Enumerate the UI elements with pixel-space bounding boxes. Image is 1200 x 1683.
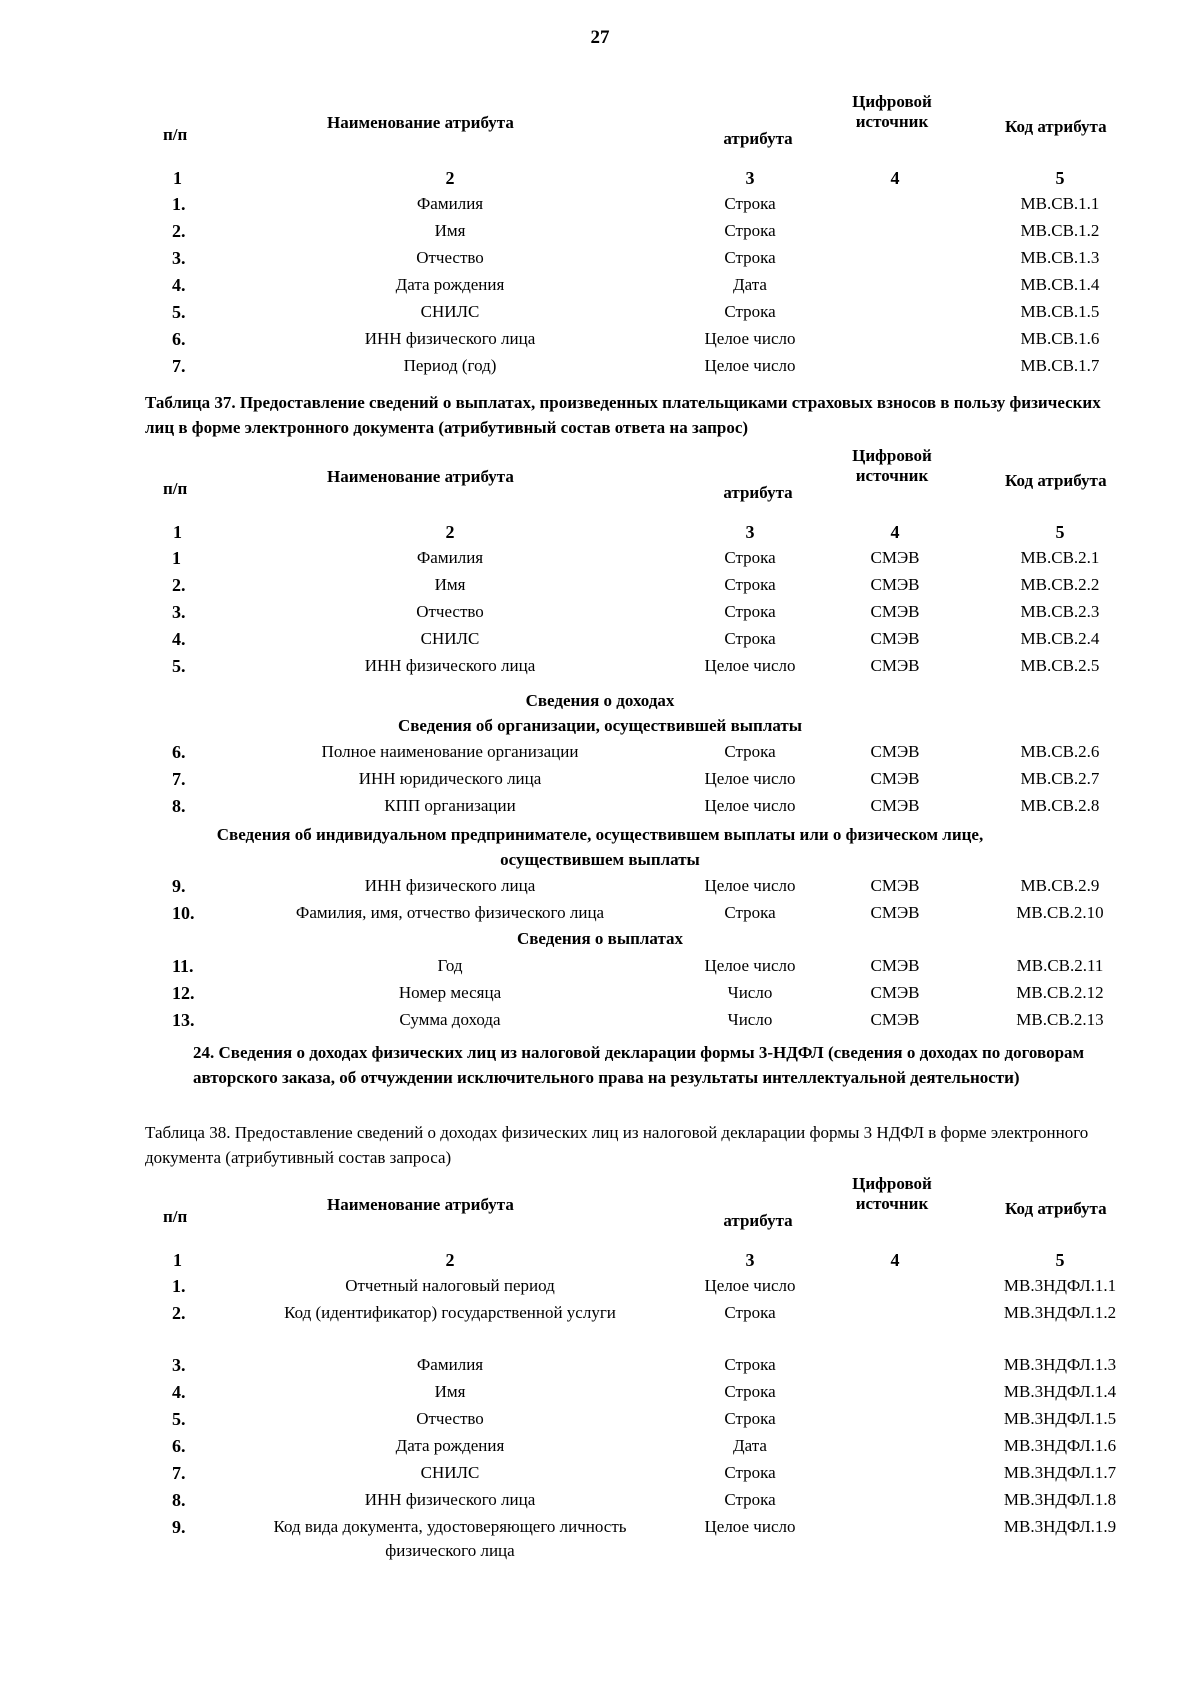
attribute-code: МВ.СВ.2.3 xyxy=(1020,602,1100,621)
table-row xyxy=(0,600,1200,627)
attribute-code: МВ.СВ.1.1 xyxy=(1020,194,1100,213)
digital-source: СМЭВ xyxy=(870,548,920,567)
attribute-name: Сумма дохода xyxy=(399,1010,501,1029)
row-number: 5. xyxy=(172,1409,186,1429)
attribute-name: Отчество xyxy=(416,1409,484,1428)
col-num-1: 1 xyxy=(173,522,182,542)
section-entrepreneur-line2: осуществившем выплаты xyxy=(500,850,700,869)
attribute-type: Строка xyxy=(724,1303,776,1322)
table-row xyxy=(0,874,1200,901)
table-37-caption: Таблица 37. Предоставление сведений о выплатах, произведенных плательщиками страховых взносов в пользу физических лиц в форме электронного документа (атрибутивный состав ответа на запрос) xyxy=(145,393,1101,437)
attribute-code: МВ.СВ.1.2 xyxy=(1020,221,1100,240)
row-number: 7. xyxy=(172,769,186,789)
header-code: Код атрибута xyxy=(1005,471,1107,490)
digital-source: СМЭВ xyxy=(870,769,920,788)
header-code: Код атрибута xyxy=(1005,117,1107,136)
header-source: Цифровой источник xyxy=(852,446,932,485)
attribute-name: Отчество xyxy=(416,602,484,621)
table-row xyxy=(0,1407,1200,1434)
item-24-heading: 24. Сведения о доходах физических лиц из налоговой декларации формы 3-НДФЛ (сведения о доходах по договорам авторского заказа, об отчуждении исключительного права на результаты интеллектуальной деятельности) xyxy=(193,1043,1085,1087)
attribute-name: Код (идентификатор) государственной услуги xyxy=(284,1303,616,1322)
attribute-name: Код вида документа, удостоверяющего личность физического лица xyxy=(273,1517,627,1560)
header-type: атрибута xyxy=(723,483,793,502)
digital-source: СМЭВ xyxy=(870,876,920,895)
digital-source: СМЭВ xyxy=(870,656,920,675)
row-number: 9. xyxy=(172,876,186,896)
row-number: 6. xyxy=(172,329,186,349)
col-num-5: 5 xyxy=(1055,522,1065,542)
attribute-name: Отчетный налоговый период xyxy=(345,1276,555,1295)
attribute-code: МВ.3НДФЛ.1.8 xyxy=(1003,1490,1117,1509)
attribute-name: Номер месяца xyxy=(398,983,502,1002)
attribute-code: МВ.СВ.1.5 xyxy=(1020,302,1100,321)
attribute-type: Строка xyxy=(724,1490,776,1509)
attribute-type: Дата xyxy=(733,275,767,294)
digital-source: СМЭВ xyxy=(870,1010,920,1029)
section-entrepreneur xyxy=(0,822,1200,872)
attribute-name: ИНН физического лица xyxy=(364,876,536,895)
col-num-3: 3 xyxy=(745,168,755,188)
attribute-code: МВ.3НДФЛ.1.6 xyxy=(1003,1436,1117,1455)
attribute-type: Число xyxy=(727,983,773,1002)
col-num-1: 1 xyxy=(173,1250,182,1270)
attribute-name: ИНН юридического лица xyxy=(358,769,542,788)
attribute-type: Целое число xyxy=(704,1517,796,1536)
header-source: Цифровой источник xyxy=(852,92,932,131)
table-row xyxy=(0,327,1200,354)
col-num-5: 5 xyxy=(1055,168,1065,188)
row-number: 6. xyxy=(172,742,186,762)
row-number: 1. xyxy=(172,194,186,214)
row-number: 12. xyxy=(172,983,195,1003)
table-row xyxy=(0,1274,1200,1301)
header-code: Код атрибута xyxy=(1005,1199,1107,1218)
col-num-2: 2 xyxy=(445,1250,455,1270)
table-row xyxy=(0,1461,1200,1488)
attribute-code: МВ.СВ.2.10 xyxy=(1016,903,1104,922)
attribute-code: МВ.СВ.2.4 xyxy=(1020,629,1100,648)
row-number: 13. xyxy=(172,1010,195,1030)
table-row xyxy=(0,1380,1200,1407)
header-source: Цифровой источник xyxy=(852,1174,932,1213)
header-type: атрибута xyxy=(723,1211,793,1230)
table-row xyxy=(0,901,1200,928)
attribute-code: МВ.СВ.2.2 xyxy=(1020,575,1100,594)
attribute-code: МВ.3НДФЛ.1.4 xyxy=(1003,1382,1117,1401)
digital-source: СМЭВ xyxy=(870,956,920,975)
attribute-name: Имя xyxy=(434,1382,466,1401)
attribute-name: СНИЛС xyxy=(420,302,480,321)
attribute-name: Год xyxy=(437,956,463,975)
row-number: 3. xyxy=(172,602,186,622)
table-row xyxy=(0,1353,1200,1380)
attribute-name: Период (год) xyxy=(403,356,497,375)
attribute-name: КПП организации xyxy=(384,796,516,815)
digital-source: СМЭВ xyxy=(870,629,920,648)
digital-source: СМЭВ xyxy=(870,602,920,621)
attribute-name: ИНН физического лица xyxy=(364,329,536,348)
digital-source: СМЭВ xyxy=(870,903,920,922)
row-number: 4. xyxy=(172,275,186,295)
row-number: 7. xyxy=(172,356,186,376)
attribute-name: Фамилия, имя, отчество физического лица xyxy=(295,903,605,922)
digital-source: СМЭВ xyxy=(870,796,920,815)
col-num-3: 3 xyxy=(745,522,755,542)
row-number: 2. xyxy=(172,221,186,241)
attribute-name: Фамилия xyxy=(416,548,484,567)
attribute-code: МВ.3НДФЛ.1.2 xyxy=(1003,1303,1117,1322)
attribute-name: Фамилия xyxy=(416,1355,484,1374)
attribute-type: Строка xyxy=(724,903,776,922)
attribute-code: МВ.СВ.2.13 xyxy=(1016,1010,1104,1029)
row-number: 8. xyxy=(172,796,186,816)
attribute-name: СНИЛС xyxy=(420,629,480,648)
attribute-code: МВ.СВ.2.5 xyxy=(1020,656,1100,675)
row-number: 9. xyxy=(172,1517,186,1537)
col-num-4: 4 xyxy=(890,1250,900,1270)
table-row xyxy=(0,573,1200,600)
attribute-name: СНИЛС xyxy=(420,1463,480,1482)
row-number: 10. xyxy=(172,903,195,923)
row-number: 8. xyxy=(172,1490,186,1510)
header-type: атрибута xyxy=(723,129,793,148)
table-row xyxy=(0,1008,1200,1035)
table-row xyxy=(0,273,1200,300)
attribute-name: Имя xyxy=(434,221,466,240)
attribute-code: МВ.СВ.2.6 xyxy=(1020,742,1100,761)
row-number: 6. xyxy=(172,1436,186,1456)
attribute-type: Целое число xyxy=(704,769,796,788)
page-number: 27 xyxy=(590,27,610,48)
attribute-name: Дата рождения xyxy=(395,1436,505,1455)
section-organization: Сведения об организации, осуществившей выплаты xyxy=(397,716,803,735)
table-row xyxy=(0,794,1200,821)
attribute-type: Строка xyxy=(724,1355,776,1374)
attribute-code: МВ.СВ.1.3 xyxy=(1020,248,1100,267)
attribute-type: Целое число xyxy=(704,1276,796,1295)
table-row xyxy=(0,1434,1200,1461)
table-row xyxy=(0,1488,1200,1515)
row-number: 5. xyxy=(172,302,186,322)
row-number: 4. xyxy=(172,629,186,649)
table-38-caption: Таблица 38. Предоставление сведений о доходах физических лиц из налоговой декларации формы 3 НДФЛ в форме электронного документа (атрибутивный состав запроса) xyxy=(145,1123,1089,1167)
col-num-2: 2 xyxy=(445,168,455,188)
attribute-code: МВ.СВ.2.1 xyxy=(1020,548,1100,567)
header-name: Наименование атрибута xyxy=(327,1195,514,1214)
row-number: 2. xyxy=(172,1303,186,1323)
attribute-type: Целое число xyxy=(704,796,796,815)
table-row xyxy=(0,981,1200,1008)
attribute-name: Полное наименование организации xyxy=(321,742,579,761)
attribute-type: Строка xyxy=(724,575,776,594)
table-row xyxy=(0,627,1200,654)
header-num: п/п xyxy=(163,1207,188,1226)
header-name: Наименование атрибута xyxy=(327,467,514,486)
attribute-code: МВ.СВ.1.4 xyxy=(1020,275,1100,294)
row-number: 1 xyxy=(172,548,181,568)
row-number: 5. xyxy=(172,656,186,676)
attribute-type: Строка xyxy=(724,1382,776,1401)
digital-source: СМЭВ xyxy=(870,742,920,761)
digital-source: СМЭВ xyxy=(870,575,920,594)
attribute-type: Целое число xyxy=(704,876,796,895)
table-row xyxy=(0,740,1200,767)
attribute-code: МВ.СВ.2.9 xyxy=(1020,876,1100,895)
col-num-4: 4 xyxy=(890,168,900,188)
attribute-type: Строка xyxy=(724,248,776,267)
attribute-name: Отчество xyxy=(416,248,484,267)
column-number-row xyxy=(0,520,1200,547)
attribute-name: Имя xyxy=(434,575,466,594)
table-row xyxy=(0,1301,1200,1353)
attribute-code: МВ.3НДФЛ.1.5 xyxy=(1003,1409,1117,1428)
table-row xyxy=(0,219,1200,246)
attribute-code: МВ.СВ.2.11 xyxy=(1016,956,1104,975)
column-number-row xyxy=(0,166,1200,193)
column-number-row xyxy=(0,1248,1200,1275)
attribute-type: Целое число xyxy=(704,329,796,348)
attribute-type: Дата xyxy=(733,1436,767,1455)
digital-source: СМЭВ xyxy=(870,983,920,1002)
col-num-5: 5 xyxy=(1055,1250,1065,1270)
attribute-name: Дата рождения xyxy=(395,275,505,294)
section-income: Сведения о доходах xyxy=(525,691,675,710)
attribute-name: Фамилия xyxy=(416,194,484,213)
attribute-code: МВ.3НДФЛ.1.1 xyxy=(1003,1276,1117,1295)
header-name: Наименование атрибута xyxy=(327,113,514,132)
table-header xyxy=(0,86,1200,178)
attribute-code: МВ.3НДФЛ.1.9 xyxy=(1003,1517,1117,1536)
attribute-type: Строка xyxy=(724,1409,776,1428)
row-number: 3. xyxy=(172,248,186,268)
attribute-type: Строка xyxy=(724,221,776,240)
table-row xyxy=(0,1515,1200,1567)
attribute-type: Строка xyxy=(724,1463,776,1482)
row-number: 4. xyxy=(172,1382,186,1402)
attribute-type: Строка xyxy=(724,629,776,648)
attribute-type: Строка xyxy=(724,602,776,621)
header-num: п/п xyxy=(163,125,188,144)
table-row xyxy=(0,246,1200,273)
table-row xyxy=(0,300,1200,327)
attribute-type: Строка xyxy=(724,194,776,213)
section-entrepreneur-line1: Сведения об индивидуальном предпринимателе, осуществившем выплаты или о физическом лице, xyxy=(216,825,984,844)
attribute-code: МВ.3НДФЛ.1.7 xyxy=(1003,1463,1117,1482)
table-header xyxy=(0,1168,1200,1260)
col-num-2: 2 xyxy=(445,522,455,542)
attribute-code: МВ.СВ.2.12 xyxy=(1016,983,1104,1002)
table-row xyxy=(0,192,1200,219)
row-number: 3. xyxy=(172,1355,186,1375)
col-num-1: 1 xyxy=(173,168,182,188)
attribute-code: МВ.СВ.2.8 xyxy=(1020,796,1100,815)
table-row xyxy=(0,546,1200,573)
header-num: п/п xyxy=(163,479,188,498)
row-number: 7. xyxy=(172,1463,186,1483)
table-row xyxy=(0,767,1200,794)
attribute-type: Целое число xyxy=(704,656,796,675)
attribute-type: Целое число xyxy=(704,356,796,375)
table-header xyxy=(0,440,1200,532)
attribute-code: МВ.СВ.1.7 xyxy=(1020,356,1100,375)
attribute-code: МВ.СВ.2.7 xyxy=(1020,769,1100,788)
row-number: 2. xyxy=(172,575,186,595)
attribute-name: ИНН физического лица xyxy=(364,656,536,675)
attribute-type: Число xyxy=(727,1010,773,1029)
row-number: 11. xyxy=(172,956,194,976)
col-num-3: 3 xyxy=(745,1250,755,1270)
attribute-code: МВ.СВ.1.6 xyxy=(1020,329,1100,348)
attribute-type: Целое число xyxy=(704,956,796,975)
attribute-type: Строка xyxy=(724,302,776,321)
attribute-name: ИНН физического лица xyxy=(364,1490,536,1509)
table-row xyxy=(0,354,1200,381)
attribute-type: Строка xyxy=(724,742,776,761)
table-row xyxy=(0,954,1200,981)
col-num-4: 4 xyxy=(890,522,900,542)
section-payments: Сведения о выплатах xyxy=(516,929,684,948)
attribute-code: МВ.3НДФЛ.1.3 xyxy=(1003,1355,1117,1374)
row-number: 1. xyxy=(172,1276,186,1296)
attribute-type: Строка xyxy=(724,548,776,567)
table-row xyxy=(0,654,1200,681)
